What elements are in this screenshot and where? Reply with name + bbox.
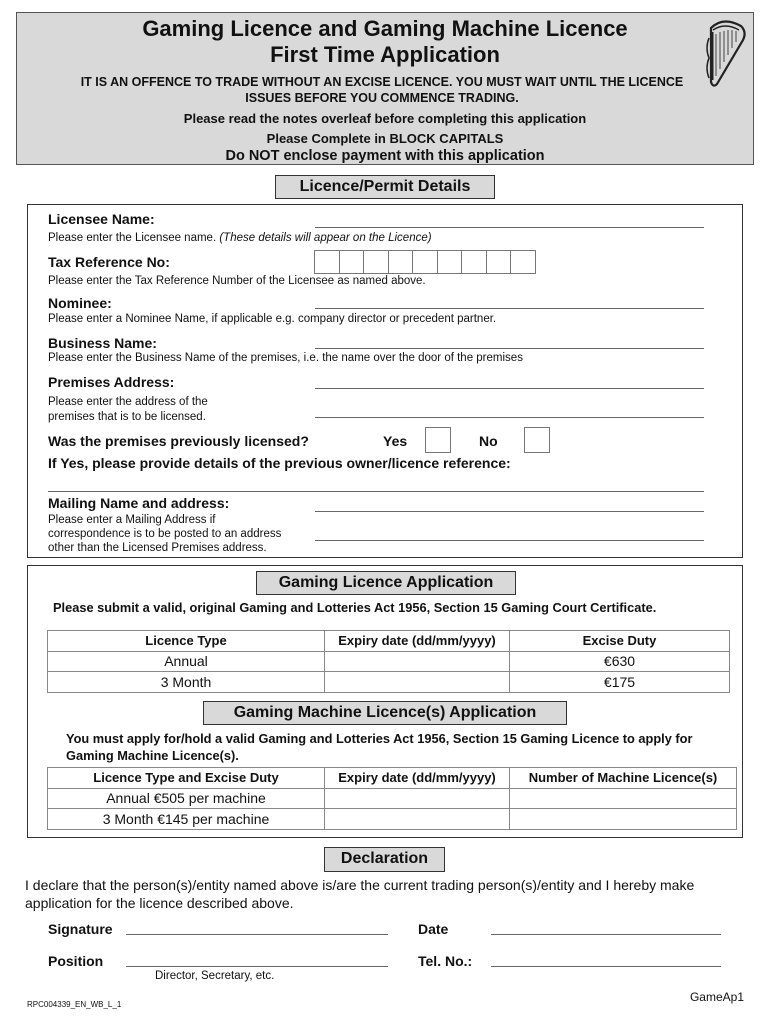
table-header: Licence Type bbox=[48, 631, 325, 652]
yes-checkbox[interactable] bbox=[425, 427, 451, 453]
tax-reference-field[interactable] bbox=[315, 250, 536, 274]
mailing-address-help-3: other than the Licensed Premises address. bbox=[48, 542, 267, 554]
machine-count-cell[interactable] bbox=[510, 809, 737, 830]
form-title-line1: Gaming Licence and Gaming Machine Licence bbox=[142, 16, 628, 41]
premises-address-line1[interactable] bbox=[315, 388, 704, 389]
licensee-name-help: Please enter the Licensee name. (These details will appear on the Licence) bbox=[48, 232, 432, 244]
gaming-machine-licence-heading: Gaming Machine Licence(s) Application bbox=[203, 701, 567, 725]
block-capitals-instruction: Please Complete in BLOCK CAPITALS bbox=[266, 131, 504, 146]
table-row bbox=[48, 672, 730, 693]
signature-label: Signature bbox=[48, 921, 113, 937]
business-name-label: Business Name: bbox=[48, 335, 157, 351]
table-header: Licence Type and Excise Duty bbox=[48, 768, 325, 789]
position-help: Director, Secretary, etc. bbox=[155, 970, 275, 982]
licence-permit-details-heading: Licence/Permit Details bbox=[275, 175, 495, 199]
table-header: Expiry date (dd/mm/yyyy) bbox=[325, 631, 510, 652]
mailing-address-line2[interactable] bbox=[315, 540, 704, 541]
tax-reference-label: Tax Reference No: bbox=[48, 254, 170, 270]
declaration-heading: Declaration bbox=[324, 847, 445, 872]
expiry-date-cell[interactable] bbox=[325, 788, 510, 809]
licensee-name-label: Licensee Name: bbox=[48, 211, 155, 227]
excise-duty-cell: €175 bbox=[510, 672, 730, 693]
gaming-licence-table bbox=[47, 630, 730, 693]
table-header: Excise Duty bbox=[510, 631, 730, 652]
licensee-name-field[interactable] bbox=[315, 227, 704, 228]
header-panel bbox=[16, 12, 754, 165]
gaming-machine-intro: You must apply for/hold a valid Gaming and Lotteries Act 1956, Section 15 Gaming Licence to apply for Gaming Machine Licence(s). bbox=[66, 731, 693, 763]
licence-type-cell: 3 Month bbox=[48, 672, 325, 693]
date-field[interactable] bbox=[491, 934, 721, 935]
signature-field[interactable] bbox=[126, 934, 388, 935]
business-name-field[interactable] bbox=[315, 348, 704, 349]
table-row bbox=[48, 651, 730, 672]
mailing-address-help-2: correspondence is to be posted to an address bbox=[48, 528, 282, 540]
licence-type-cell: Annual €505 per machine bbox=[48, 788, 325, 809]
table-header: Expiry date (dd/mm/yyyy) bbox=[325, 768, 510, 789]
mailing-address-label: Mailing Name and address: bbox=[48, 495, 230, 511]
previous-details-field[interactable] bbox=[48, 491, 704, 492]
form-id: GameAp1 bbox=[689, 990, 744, 1004]
tel-field[interactable] bbox=[491, 966, 721, 967]
gaming-machine-table bbox=[47, 767, 737, 830]
table-row bbox=[48, 809, 737, 830]
previous-details-label: If Yes, please provide details of the previous owner/licence reference: bbox=[48, 455, 511, 471]
premises-address-help-2: premises that is to be licensed. bbox=[48, 411, 206, 423]
excise-duty-cell: €630 bbox=[510, 651, 730, 672]
nominee-help: Please enter a Nominee Name, if applicable e.g. company director or precedent partner. bbox=[48, 313, 497, 325]
tax-reference-help: Please enter the Tax Reference Number of the Licensee as named above. bbox=[48, 275, 426, 287]
declaration-text: I declare that the person(s)/entity named above is/are the current trading person(s)/entity and I hereby make application for the licence described above. bbox=[25, 877, 695, 911]
form-title-line2: First Time Application bbox=[270, 42, 500, 67]
expiry-date-cell[interactable] bbox=[325, 809, 510, 830]
read-notes-instruction: Please read the notes overleaf before completing this application bbox=[183, 111, 587, 126]
harp-crest-icon bbox=[703, 18, 749, 90]
business-name-help: Please enter the Business Name of the premises, i.e. the name over the door of the premises bbox=[48, 352, 523, 364]
previously-licensed-question: Was the premises previously licensed? bbox=[48, 433, 309, 449]
nominee-label: Nominee: bbox=[48, 295, 112, 311]
gaming-licence-intro: Please submit a valid, original Gaming and Lotteries Act 1956, Section 15 Gaming Court Certificate. bbox=[53, 600, 657, 615]
premises-address-label: Premises Address: bbox=[48, 374, 175, 390]
position-label: Position bbox=[48, 953, 104, 969]
premises-address-help-1: Please enter the address of the bbox=[48, 396, 208, 408]
table-header: Number of Machine Licence(s) bbox=[510, 768, 737, 789]
position-field[interactable] bbox=[126, 966, 388, 967]
tel-label: Tel. No.: bbox=[418, 953, 473, 969]
date-label: Date bbox=[418, 921, 449, 937]
licence-type-cell: Annual bbox=[48, 651, 325, 672]
machine-count-cell[interactable] bbox=[510, 788, 737, 809]
no-checkbox[interactable] bbox=[524, 427, 550, 453]
expiry-date-cell[interactable] bbox=[325, 651, 510, 672]
licence-type-cell: 3 Month €145 per machine bbox=[48, 809, 325, 830]
form-reference-code: RPC004339_EN_WB_L_1 bbox=[27, 1000, 122, 1009]
gaming-licence-heading: Gaming Licence Application bbox=[256, 571, 516, 595]
trading-warning: IT IS AN OFFENCE TO TRADE WITHOUT AN EXCISE LICENCE. YOU MUST WAIT UNTIL THE LICENCE ISSUES BEFORE YOU COMMENCE TRADING. bbox=[80, 75, 684, 105]
table-row bbox=[48, 788, 737, 809]
expiry-date-cell[interactable] bbox=[325, 672, 510, 693]
mailing-address-help-1: Please enter a Mailing Address if bbox=[48, 514, 216, 526]
mailing-address-line1[interactable] bbox=[315, 511, 704, 512]
no-payment-instruction: Do NOT enclose payment with this application bbox=[225, 148, 545, 164]
premises-address-line2[interactable] bbox=[315, 417, 704, 418]
nominee-field[interactable] bbox=[315, 308, 704, 309]
no-label: No bbox=[479, 433, 498, 449]
yes-label: Yes bbox=[383, 433, 408, 449]
